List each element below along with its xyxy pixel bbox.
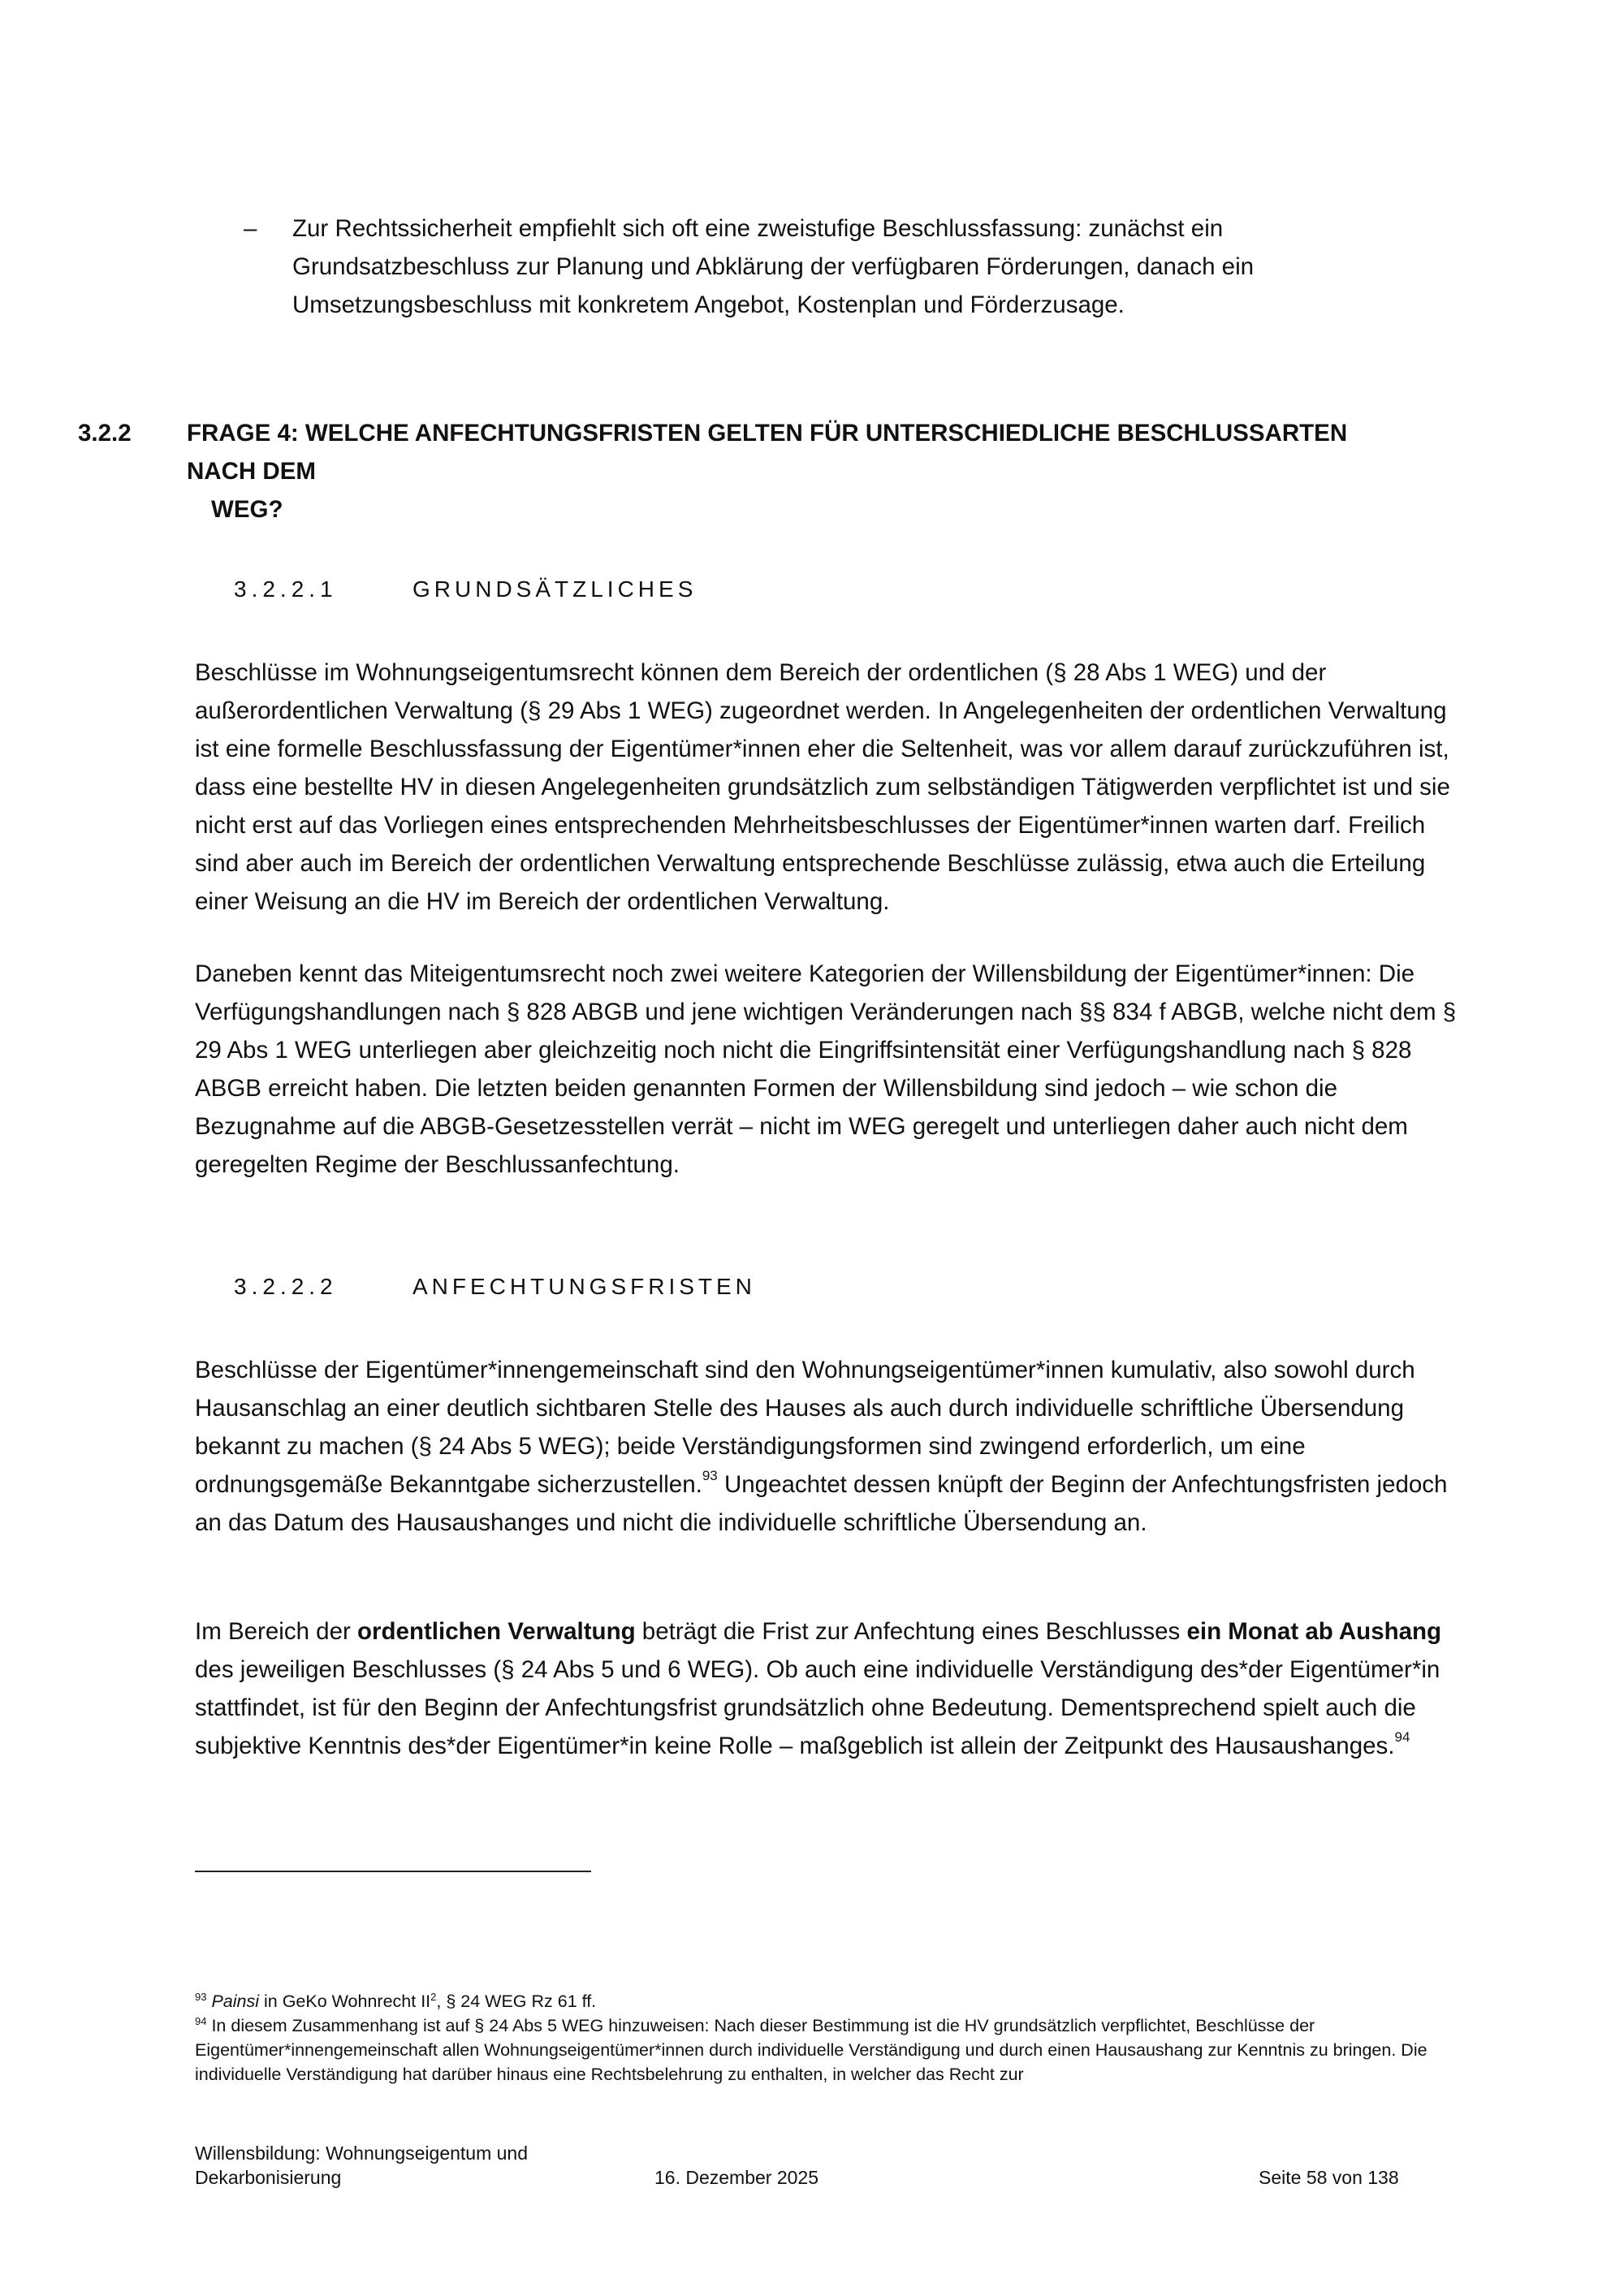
subsection-number: 3.2.2.2 — [234, 1274, 338, 1299]
footnote-text: , § 24 WEG Rz 61 ff. — [436, 1992, 597, 2011]
paragraph-text: des jeweiligen Beschlusses (§ 24 Abs 5 und 6 WEG). Ob auch eine individuelle Verständigung des*der Eigentümer*in stattfindet, ist für den Beginn der Anfechtungsfrist grundsätzlich ohne Bedeutung. Dementsprechend spielt auch die subjektive Kenntnis des*der Eigentümer*in keine Rolle – maßgeblich ist allein der Zeitpunkt des Hausaushanges. — [195, 1656, 1440, 1759]
footer-title-line2: Dekarbonisierung — [195, 2167, 342, 2188]
subsection-number: 3.2.2.1 — [234, 576, 338, 602]
paragraph: Daneben kennt das Miteigentumsrecht noch zwei weitere Kategorien der Willensbildung der Eigentümer*innen: Die Verfügungshandlungen nach § 828 ABGB und jene wichtigen Veränderungen nach §§ 834 f ABGB, welche nicht dem § 29 Abs 1 WEG unterliegen aber gleichzeitig noch nicht die Eingriffsintensität einer Verfügungshandlung nach § 828 ABGB erreicht haben. Die letzten beiden genannten Formen der Willensbildung sind jedoch – wie schon die Bezugnahme auf die ABGB-Gesetzesstellen verrät – nicht im WEG geregelt und unterliegen daher auch nicht dem geregelten Regime der Beschlussanfechtung. — [195, 960, 1457, 1178]
footer-page-number: Seite 58 von 138 — [1259, 2167, 1399, 2188]
footnotes — [195, 1989, 1462, 2087]
paragraph-text: Beschlüsse der Eigentümer*innengemeinschaft sind den Wohnungseigentümer*innen kumulativ, also sowohl durch Hausanschlag an einer deutlich sichtbaren Stelle des Hauses als auch durch individuelle schriftliche Übersendung bekannt zu machen (§ 24 Abs 5 WEG); beide Verständigungsformen sind zwingend erforderlich, um eine ordnungsgemäße Bekanntgabe sicherzustellen. — [195, 1357, 1415, 1498]
footnote-author: Painsi — [211, 1992, 260, 2011]
subsection-title: ANFECHTUNGSFRISTEN — [412, 1274, 756, 1299]
paragraph-text: Ungeachtet dessen knüpft der Beginn der Anfechtungsfristen jedoch an das Datum des Hausaushanges und nicht die individuelle schriftliche Übersendung an. — [195, 1471, 1448, 1536]
bullet-text: Zur Rechtssicherheit empfiehlt sich oft eine zweistufige Beschlussfassung: zunächst ein Grundsatzbeschluss zur Planung und Abklärung der verfügbaren Förderungen, danach ein Umsetzungsbeschluss mit konkretem Angebot, Kostenplan und Förderzusage. — [292, 215, 1255, 318]
footnote-edition: 2 — [430, 1990, 437, 2003]
paragraph — [195, 1351, 1458, 1542]
section-number: 3.2.2 — [78, 420, 132, 447]
paragraph-text: Im Bereich der — [195, 1618, 358, 1645]
footer-document-title — [195, 2141, 650, 2190]
subsection-title: GRUNDSÄTZLICHES — [412, 576, 698, 602]
section-title — [187, 414, 1421, 529]
section-title-line1: FRAGE 4: WELCHE ANFECHTUNGSFRISTEN GELTEN FÜR UNTERSCHIEDLICHE BESCHLUSSARTEN NACH DEM — [187, 420, 1348, 485]
paragraph-text: beträgt die Frist zur Anfechtung eines Beschlusses — [635, 1618, 1187, 1645]
footnote-text: in GeKo Wohnrecht II — [259, 1992, 431, 2011]
paragraph — [195, 1612, 1458, 1765]
footer-title-line1: Willensbildung: Wohnungseigentum und — [195, 2143, 529, 2164]
paragraph: Beschlüsse im Wohnungseigentumsrecht können dem Bereich der ordentlichen (§ 28 Abs 1 WEG) und der außerordentlichen Verwaltung (§ 29 Abs 1 WEG) zugeordnet werden. In Angelegenheiten der ordentlichen Verwaltung ist eine formelle Beschlussfassung der Eigentümer*innen eher die Seltenheit, was vor allem darauf zurückzuführen ist, dass eine bestellte HV in diesen Angelegenheiten grundsätzlich zum selbständigen Tätigwerden verpflichtet ist und sie nicht erst auf das Vorliegen eines entsprechenden Mehrheitsbeschlusses der Eigentümer*innen warten darf. Freilich sind aber auch im Bereich der ordentlichen Verwaltung entsprechende Beschlüsse zulässig, etwa auch die Erteilung einer Weisung an die HV im Bereich der ordentlichen Verwaltung. — [195, 659, 1450, 915]
section-title-line2: WEG? — [211, 496, 283, 523]
emphasis-text: ordentlichen Verwaltung — [357, 1618, 636, 1645]
footer-date: 16. Dezember 2025 — [654, 2167, 819, 2188]
footnote-mark: 93 — [195, 1990, 207, 2003]
emphasis-text: ein Monat ab Aushang — [1186, 1618, 1442, 1645]
footnote-93 — [195, 1989, 1462, 2013]
footnote-mark: 94 — [195, 2014, 207, 2027]
footnote-reference[interactable]: 93 — [702, 1468, 718, 1484]
footnote-text: In diesem Zusammenhang ist auf § 24 Abs 5 WEG hinzuweisen: Nach dieser Bestimmung ist die HV grundsätzlich verpflichtet, Beschlüsse der Eigentümer*innengemeinschaft allen Wohnungseigentümer*innen durch individuelle Verständigung und durch einen Hausaushang zur Kenntnis zu bringen. Die individuelle Verständigung hat darüber hinaus eine Rechtsbelehrung zu enthalten, in welcher das Recht zur — [195, 2016, 1427, 2084]
footnote-reference[interactable]: 94 — [1394, 1729, 1410, 1746]
footnote-separator — [195, 1871, 591, 1872]
footnote-94 — [195, 2013, 1462, 2087]
bullet-marker: – — [244, 215, 257, 242]
